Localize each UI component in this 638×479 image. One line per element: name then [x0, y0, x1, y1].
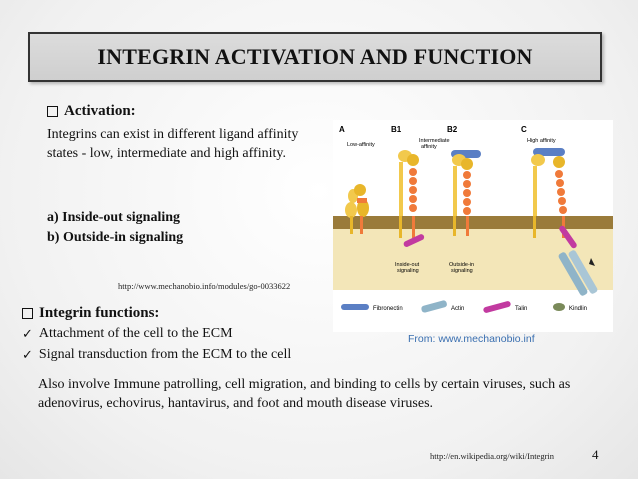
outside-in-label-1: Outside-in — [449, 262, 475, 268]
activation-heading-text: Activation: — [64, 103, 136, 119]
checkbox-bullet-icon — [47, 106, 58, 117]
check-icon: ✓ — [22, 347, 33, 363]
legend-kindlin: Kindlin — [569, 306, 588, 312]
outside-in-item: b) Outside-in signaling — [47, 230, 184, 245]
function-item — [22, 326, 233, 342]
slide-title: INTEGRIN ACTIVATION AND FUNCTION — [97, 44, 533, 69]
activation-heading — [47, 103, 136, 120]
legend-fibronectin: Fibronectin — [373, 306, 403, 312]
footer-url: http://en.wikipedia.org/wiki/Integrin — [430, 451, 555, 461]
high-affinity-label: High affinity — [527, 138, 556, 144]
source-url: http://www.mechanobio.info/modules/go-0033622 — [118, 281, 291, 291]
figure-credit: From: www.mechanobio.inf — [408, 333, 535, 345]
outside-in-label-2: signaling — [451, 268, 473, 274]
inside-out-item: a) Inside-out signaling — [47, 210, 181, 225]
intermediate-label-2: affinity — [421, 144, 437, 150]
page-number: 4 — [592, 447, 599, 462]
function-item — [22, 347, 291, 363]
also-involve-text: Also involve Immune patrolling, cell migration, and binding to cells by certain viruses, such as adenovirus, echovirus, hantavirus, and foot and mouth disease viruses. — [38, 377, 571, 411]
panel-a-label: A — [339, 125, 345, 134]
figure-legend — [341, 300, 587, 314]
legend-actin: Actin — [451, 306, 465, 312]
check-icon: ✓ — [22, 326, 33, 342]
panel-b1-label: B1 — [391, 125, 402, 134]
panel-b2-label: B2 — [447, 125, 458, 134]
inside-out-label-1: Inside-out — [395, 262, 420, 268]
title-box — [28, 32, 602, 82]
function-item-text: Attachment of the cell to the ECM — [38, 326, 233, 341]
low-affinity-label: Low-affinity — [347, 142, 375, 148]
legend-talin: Talin — [515, 306, 528, 312]
integrin-diagram — [333, 120, 613, 332]
panel-c-label: C — [521, 125, 527, 134]
inside-out-label-2: signaling — [397, 268, 419, 274]
intermediate-label-1: Intermediate — [419, 138, 450, 144]
functions-heading-text: Integrin functions: — [39, 305, 160, 321]
checkbox-bullet-icon — [22, 308, 33, 319]
activation-text: Integrins can exist in different ligand affinity states - low, intermediate and high affinity. — [47, 127, 299, 161]
cell-membrane — [333, 216, 613, 229]
integrin-figure — [333, 120, 613, 332]
function-item-text: Signal transduction from the ECM to the cell — [38, 347, 292, 362]
functions-heading — [22, 305, 159, 322]
